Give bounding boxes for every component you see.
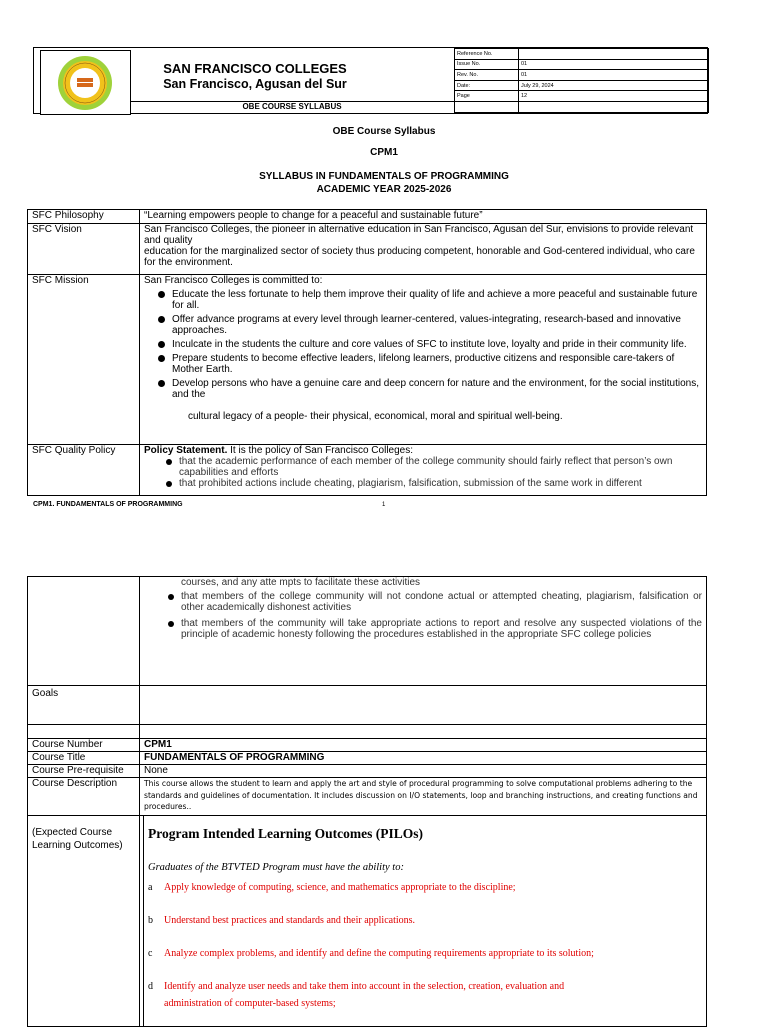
pilo-letter: d xyxy=(148,981,153,992)
ref-key: Date: xyxy=(455,80,519,91)
academic-year: ACADEMIC YEAR 2025-2026 xyxy=(316,184,452,195)
course-code-title: CPM1 xyxy=(370,147,398,158)
goals-cell xyxy=(140,686,707,725)
table-row xyxy=(28,210,707,224)
bullet-icon xyxy=(168,621,174,627)
pilo-item-continued: administration of computer-based systems; xyxy=(164,998,336,1009)
bullet-icon xyxy=(158,291,165,298)
ref-row xyxy=(455,49,709,60)
ref-value xyxy=(519,101,709,112)
philosophy-text: “Learning empowers people to change for a peaceful and sustainable future” xyxy=(140,210,707,224)
policy-list xyxy=(144,591,702,640)
pilo-text: Identify and analyze user needs and take them into account in the selection, creation, evaluation and xyxy=(164,981,565,992)
pilo-item xyxy=(148,915,706,926)
pilo-item xyxy=(148,981,706,992)
pilo-item xyxy=(148,948,706,959)
row-label: SFC Quality Policy xyxy=(28,445,140,496)
quality-cell xyxy=(140,445,707,496)
pilo-cell xyxy=(140,816,707,1027)
table-row xyxy=(28,725,707,739)
footer-course: CPM1. FUNDAMENTALS OF PROGRAMMING xyxy=(33,501,183,508)
ref-value: 01 xyxy=(519,70,709,81)
vision-text: education for the marginalized sector of society thus producing competent, honorable and God-centered individual, who care for the environment. xyxy=(144,246,695,268)
policy-heading: Policy Statement. xyxy=(144,445,228,456)
row-label: Course Title xyxy=(28,752,140,765)
ref-row xyxy=(455,101,709,112)
ref-row xyxy=(455,59,709,70)
obe-label: OBE COURSE SYLLABUS xyxy=(242,102,342,111)
mission-item-text: Inculcate in the students the culture and core values of SFC to institute love, loyalty and pride in their community life. xyxy=(172,339,687,350)
row-label: SFC Mission xyxy=(28,275,140,445)
ref-row xyxy=(455,70,709,81)
table-row xyxy=(28,816,707,1027)
mission-tail: cultural legacy of a people- their physical, economical, moral and spiritual well-being. xyxy=(188,411,563,422)
pilo-letter: c xyxy=(148,948,153,959)
policy-continued-text: courses, and any atte mpts to facilitate these activities xyxy=(181,577,421,588)
school-location: San Francisco, Agusan del Sur xyxy=(163,77,347,91)
list-item xyxy=(172,353,702,375)
policy-item-text: that members of the community will take appropriate actions to report and resolve any suspected violations of the principle of academic honesty following the procedures established in the appropriate SFC college policies xyxy=(181,618,702,640)
bullet-icon xyxy=(166,459,172,465)
policy-item-text: that members of the college community will not condone actual or attempted cheating, plagiarism, falsification or other academically dishonest activities xyxy=(181,591,702,613)
course-table xyxy=(27,576,707,1027)
quality-list xyxy=(144,456,702,489)
pilo-item xyxy=(148,882,706,893)
mission-intro: San Francisco Colleges is committed to: xyxy=(144,275,323,286)
course-prerequisite: None xyxy=(140,765,707,778)
vision-cell xyxy=(140,224,707,275)
doc-title: OBE Course Syllabus xyxy=(332,126,436,137)
list-item xyxy=(179,478,702,489)
row-label: Course Pre-requisite xyxy=(28,765,140,778)
row-label: Goals xyxy=(28,686,140,725)
table-row xyxy=(28,275,707,445)
mission-item-text: Prepare students to become effective leaders, lifelong learners, productive citizens and responsible care-takers of Mother Earth. xyxy=(172,353,675,375)
list-item xyxy=(179,456,702,478)
ref-value: July 29, 2024 xyxy=(519,80,709,91)
pilo-letter: a xyxy=(148,882,153,893)
ref-key xyxy=(455,101,519,112)
bullet-icon xyxy=(158,316,165,323)
bullet-icon xyxy=(168,594,174,600)
list-item xyxy=(172,339,702,350)
bullet-icon xyxy=(158,355,165,362)
bullet-icon xyxy=(166,481,172,487)
ref-key: Page xyxy=(455,91,519,102)
ref-value: 01 xyxy=(519,59,709,70)
quality-item-text: that prohibited actions include cheating, plagiarism, falsification, submission of the same work in different xyxy=(179,478,642,489)
empty-cell xyxy=(140,725,707,739)
table-row xyxy=(28,224,707,275)
table-row xyxy=(28,778,707,816)
reference-table xyxy=(454,48,709,113)
pilo-heading: Program Intended Learning Outcomes (PILOs) xyxy=(148,826,423,841)
pilo-text: Apply knowledge of computing, science, and mathematics appropriate to the discipline; xyxy=(164,882,516,893)
mission-item-text: Offer advance programs at every level through learner-centered, values-integrating, research-based and innovative approaches. xyxy=(172,314,681,336)
footer-page-number: 1 xyxy=(382,502,386,508)
pilo-text: Understand best practices and standards and their applications. xyxy=(164,915,416,926)
row-label xyxy=(28,725,140,739)
list-item xyxy=(181,618,702,640)
row-label: SFC Philosophy xyxy=(28,210,140,224)
ref-row xyxy=(455,91,709,102)
ref-key: Rev. No. xyxy=(455,70,519,81)
ref-row xyxy=(455,80,709,91)
list-item xyxy=(172,378,702,400)
quality-item-text: that the academic performance of each member of the college community should fairly reflect that person’s own capabilities and efforts xyxy=(179,456,673,478)
school-seal-icon xyxy=(41,51,130,114)
pilo-letter: b xyxy=(148,915,153,926)
list-item xyxy=(172,289,702,311)
ref-key: Issue No. xyxy=(455,59,519,70)
ref-value: 12 xyxy=(519,91,709,102)
course-description: This course allows the student to learn and apply the art and style of procedural programming to solve computational problems adhering to the standards and guidelines of documentation. It includes discussion on I/O statements, loop and branching instructions, and creating functions and procedures.. xyxy=(140,778,707,816)
list-item xyxy=(172,314,702,336)
course-number: CPM1 xyxy=(140,739,707,752)
table-row xyxy=(28,765,707,778)
vision-text: San Francisco Colleges, the pioneer in alternative education in San Francisco, Agusan del Sur, envisions to provide relevant and quality xyxy=(144,224,694,246)
row-label: SFC Vision xyxy=(28,224,140,275)
pilo-panel xyxy=(143,816,706,1026)
row-label: Course Number xyxy=(28,739,140,752)
school-name: SAN FRANCISCO COLLEGES xyxy=(163,61,347,76)
mission-item-text: Develop persons who have a genuine care and deep concern for nature and the environment, for the social institutions, and the xyxy=(172,378,699,400)
syllabus-title: SYLLABUS IN FUNDAMENTALS OF PROGRAMMING xyxy=(259,171,509,182)
list-item xyxy=(181,591,702,613)
ref-key: Reference No. xyxy=(455,49,519,60)
row-label xyxy=(28,577,140,686)
policy-intro: It is the policy of San Francisco Colleges: xyxy=(227,445,413,456)
course-title: FUNDAMENTALS OF PROGRAMMING xyxy=(140,752,707,765)
ref-value xyxy=(519,49,709,60)
institution-table xyxy=(27,209,707,496)
table-row xyxy=(28,752,707,765)
table-row xyxy=(28,686,707,725)
school-logo-box xyxy=(40,50,131,115)
bullet-icon xyxy=(158,380,165,387)
row-label: (Expected Course Learning Outcomes) xyxy=(28,816,140,1027)
mission-item-text: Educate the less fortunate to help them improve their quality of life and achieve a more peaceful and sustainable future for all. xyxy=(172,289,698,311)
table-row xyxy=(28,577,707,686)
table-row xyxy=(28,739,707,752)
bullet-icon xyxy=(158,341,165,348)
pilo-intro: Graduates of the BTVTED Program must have the ability to: xyxy=(148,862,404,873)
mission-list xyxy=(144,289,702,400)
mission-cell xyxy=(140,275,707,445)
policy-continued-cell xyxy=(140,577,707,686)
row-label: Course Description xyxy=(28,778,140,816)
pilo-text: Analyze complex problems, and identify and define the computing requirements appropriate to its solution; xyxy=(164,948,594,959)
table-row xyxy=(28,445,707,496)
